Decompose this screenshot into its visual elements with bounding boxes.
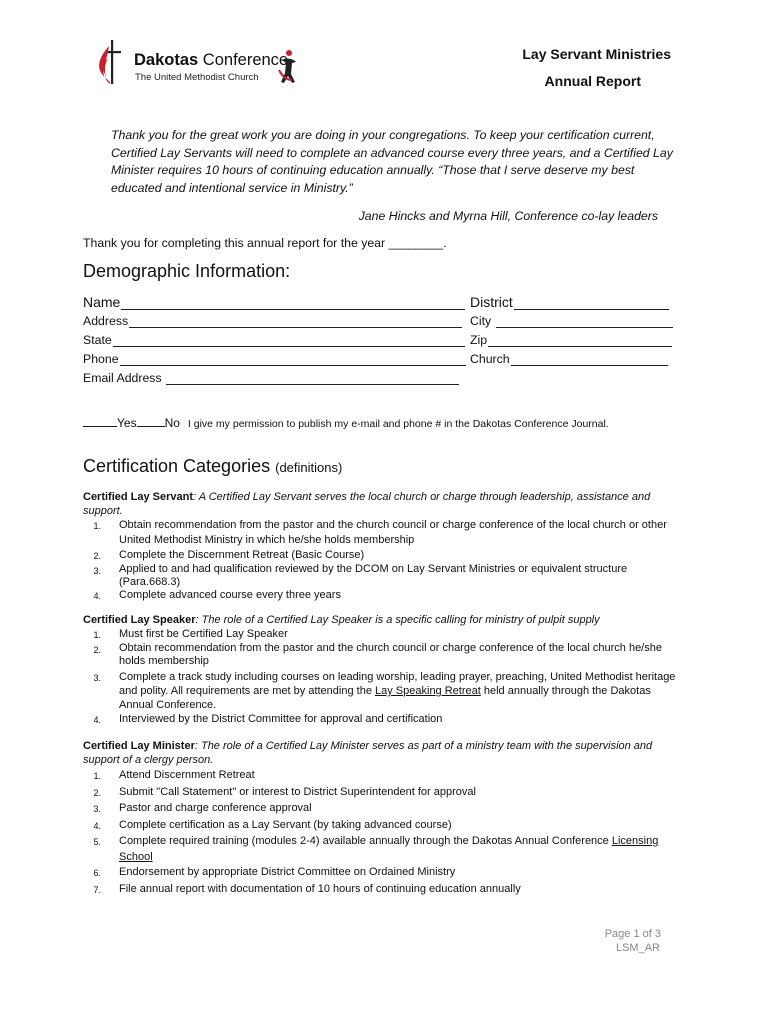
lay-speaker-description: Certified Lay Speaker: The role of a Certified Lay Speaker is a specific calling for ministry of pulpit supply [83,614,600,626]
permission-row [83,416,609,430]
logo-subtitle: The United Methodist Church [135,72,259,83]
list-item: 6. Endorsement by appropriate District Committee on Ordained Ministry [93,866,456,878]
list-item: 5. Complete required training (modules 2-4) available annually through the Dakotas Annual Conference Licensing School [93,835,659,863]
list-item: 4. Complete advanced course every three years [93,589,341,601]
lay-speaking-retreat-link[interactable]: Lay Speaking Retreat [375,685,481,697]
lay-servant-section [83,490,683,603]
signature-line: Jane Hincks and Myrna Hill, Conference co-lay leaders [358,209,658,223]
cross-and-flame-icon [99,40,121,84]
list-item: 3. Complete a track study including courses on leading worship, leading prayer, preaching, United Methodist heritage and polity. All requirements are met by attending the Lay Speaking Retreat held annually through the Dakotas Annual Conference. [93,671,676,711]
report-subtitle: Annual Report [544,73,641,89]
form-code: LSM_AR [615,942,660,954]
address-field[interactable]: Address [83,314,462,328]
state-field[interactable]: State [83,333,465,347]
church-field[interactable]: Church [470,352,668,366]
lay-minister-section [83,739,683,898]
licensing-school-link[interactable]: Licensing School [119,835,659,863]
name-field[interactable]: Name [83,294,465,310]
list-item: 1. Must first be Certified Lay Speaker [93,628,288,640]
zip-field[interactable]: Zip [470,333,672,347]
list-item: 1. Obtain recommendation from the pastor and the church council or charge conference of the local church or other United Methodist Ministry in which he/she holds membership [93,519,667,546]
phone-field[interactable]: Phone [83,352,466,366]
list-item: 1. Attend Discernment Retreat [93,769,255,781]
lay-minister-description: Certified Lay Minister: The role of a Certified Lay Minister serves as part of a ministry team with the supervision and support of a clergy person. [83,740,653,766]
logo-name: Dakotas Conference [134,51,289,69]
list-item: 2. Complete the Discernment Retreat (Basic Course) [93,549,365,561]
year-prompt: Thank you for completing this annual report for the year ________. [83,236,447,250]
lay-speaker-section [83,613,683,727]
permission-text: I give my permission to publish my e-mail and phone # in the Dakotas Conference Journal. [187,418,609,430]
city-field[interactable]: City [470,314,673,328]
list-item: 2. Obtain recommendation from the pastor and the church council or charge conference of the local church he/she holds membership [93,642,662,667]
list-item: 3. Applied to and had qualification reviewed by the DCOM on Lay Servant Ministries or equivalent structure (Para.668.3) [93,563,628,588]
demographic-heading: Demographic Information: [83,261,291,281]
list-item: 2. Submit "Call Statement" or interest to District Superintendent for approval [93,785,476,798]
page-number: Page 1 of 3 [604,928,661,940]
yes-label: Yes [117,416,137,430]
report-title: Lay Servant Ministries [522,46,671,62]
list-item: 4. Interviewed by the District Committee for approval and certification [93,713,443,725]
intro-paragraph: Thank you for the great work you are doing in your congregations. To keep your certification current, Certified Lay Servants will need to complete an advanced course every three years, and a Certified Lay Minister requires 10 hours of continuing education annually. “Those that I serve deserve my best educated and intentional service in Ministry.” [111,128,673,195]
no-blank[interactable] [137,416,165,427]
email-field[interactable]: Email Address [83,371,459,385]
lay-servant-description: Certified Lay Servant: A Certified Lay Servant serves the local church or charge through leadership, assistance and support. [83,491,651,517]
yes-blank[interactable] [83,416,117,427]
list-item: 7. File annual report with documentation of 10 hours of continuing education annually [93,882,521,895]
district-field[interactable]: District [470,294,669,310]
list-item: 3. Pastor and charge conference approval [93,802,312,814]
certification-heading: Certification Categories (definitions) [83,456,343,476]
no-label: No [164,416,180,430]
list-item: 4. Complete certification as a Lay Servant (by taking advanced course) [93,818,452,831]
